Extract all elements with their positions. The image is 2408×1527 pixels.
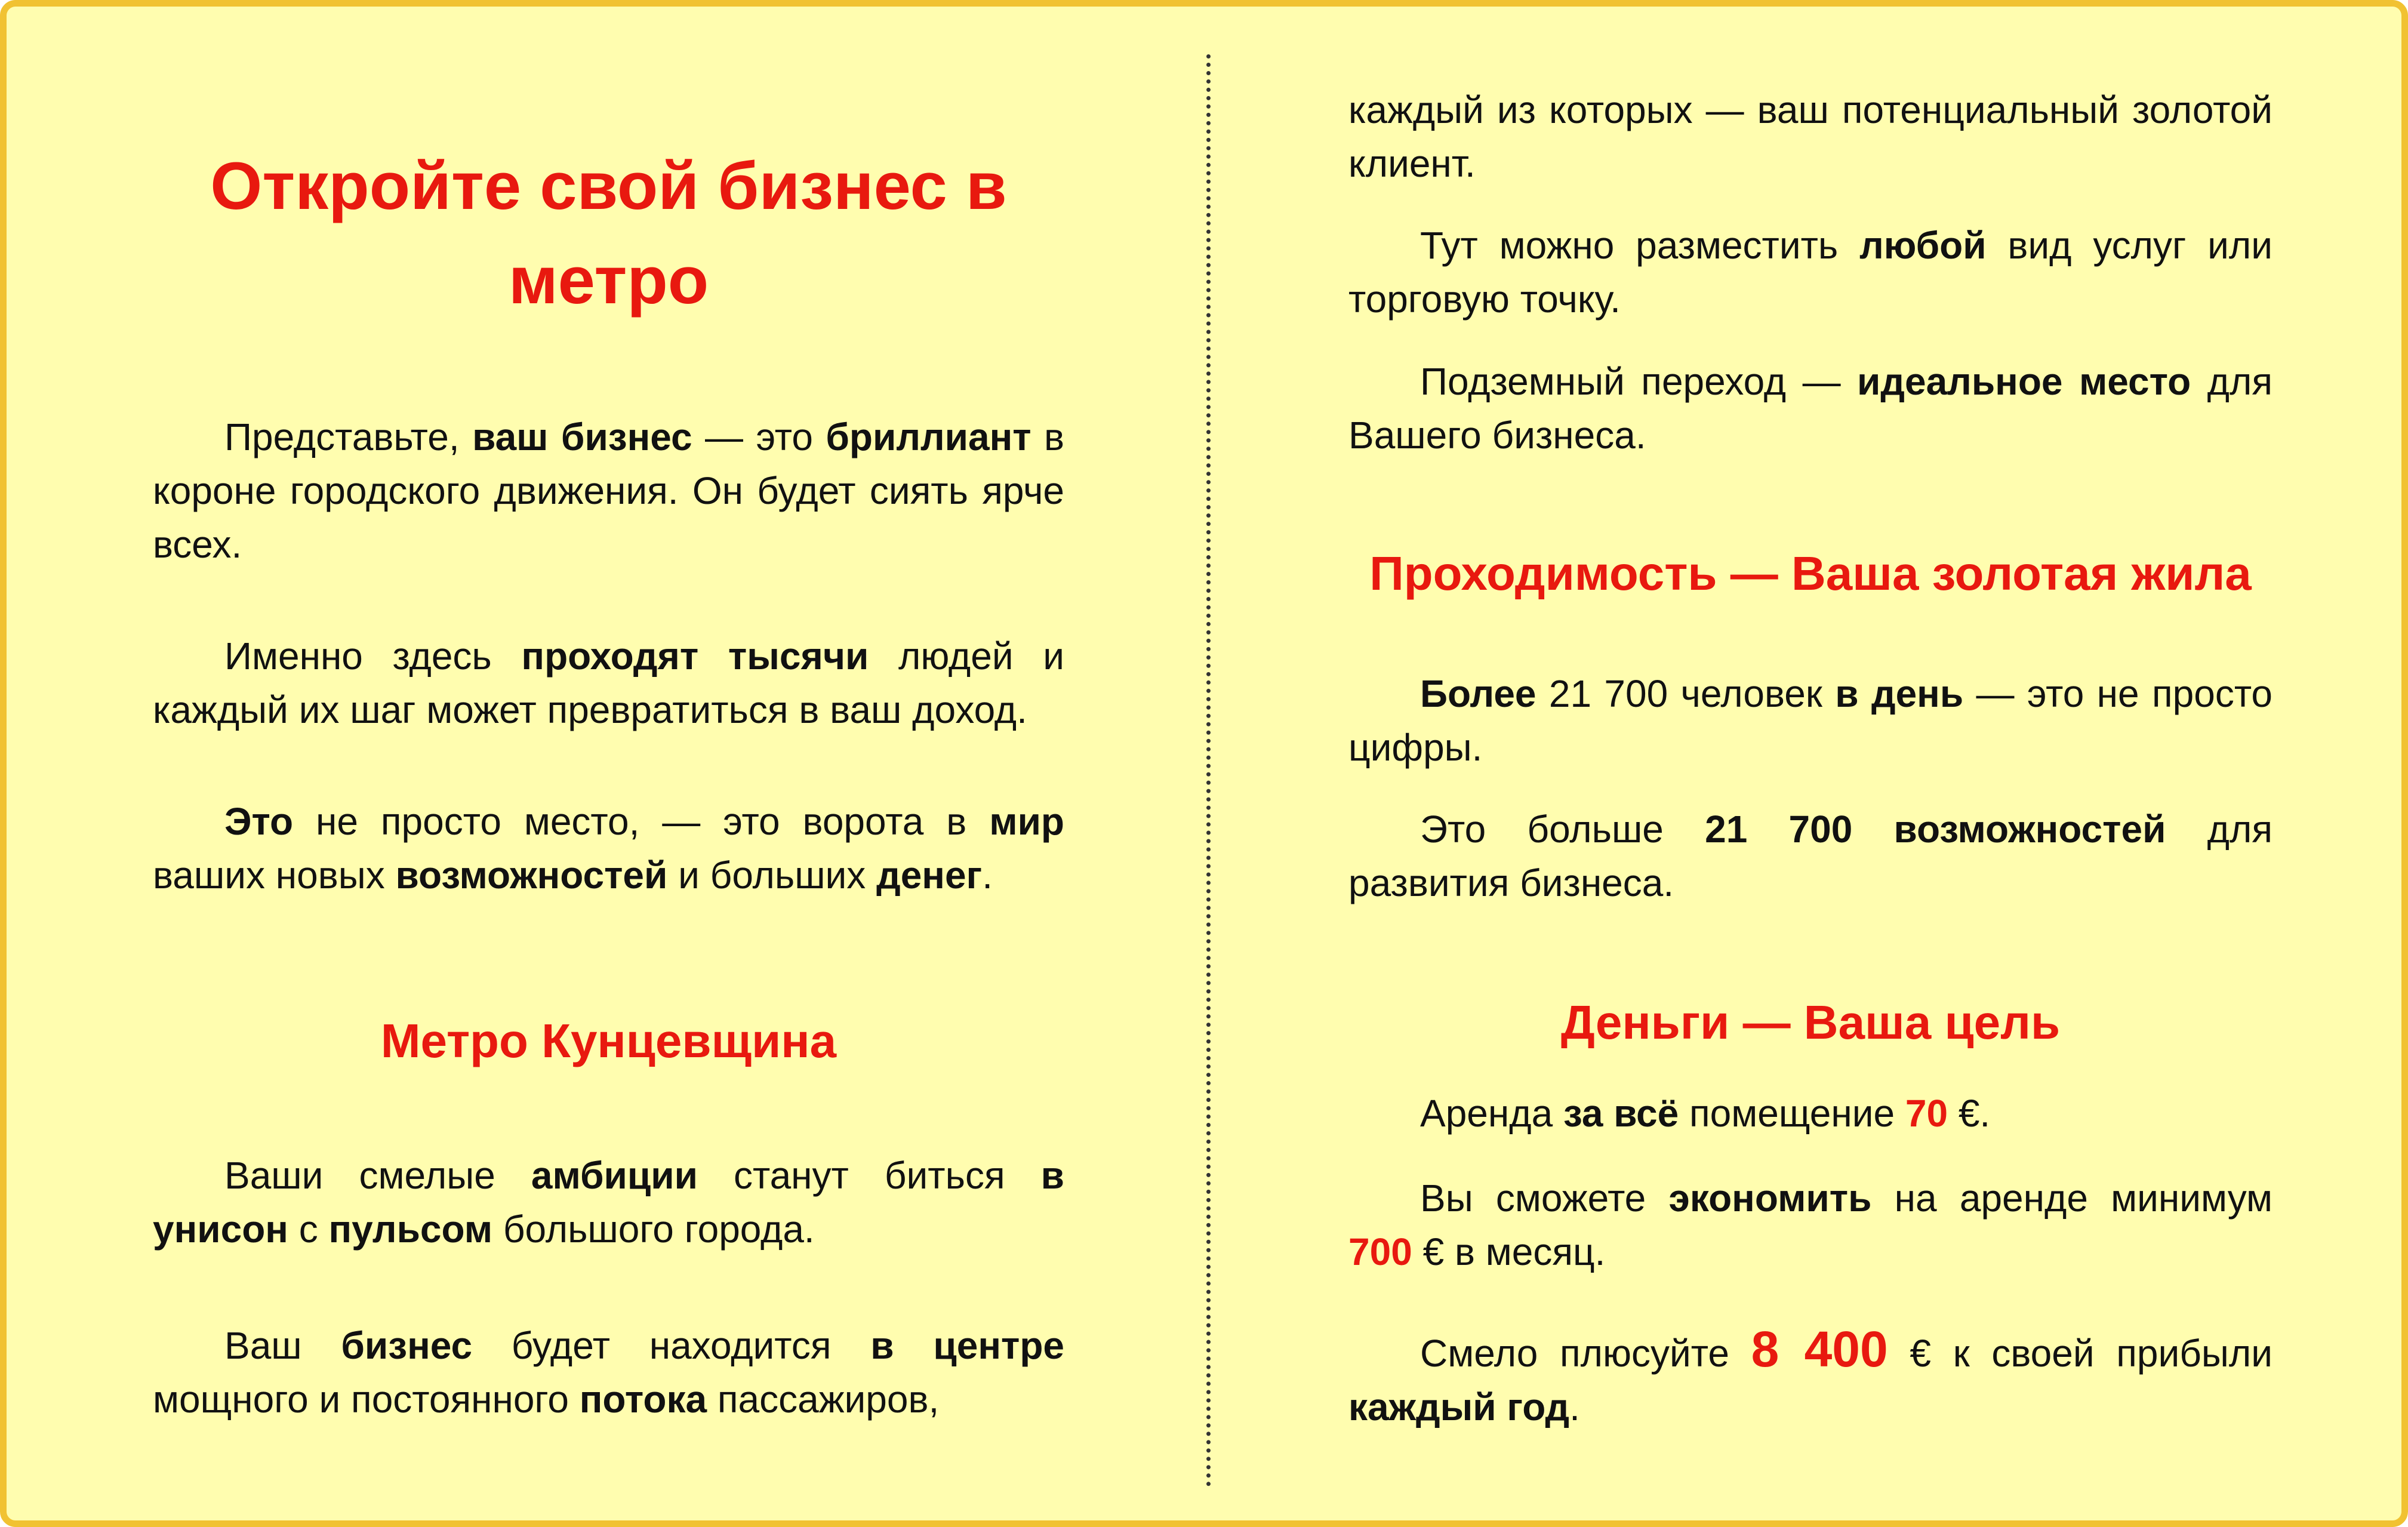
bold-run: идеальное место [1857,360,2191,403]
text-run: вид услуг или торговую точку. [1348,224,2272,321]
continuation-paragraph: каждый из которых — ваш потенциальный золотой клиент. [1348,88,2272,185]
text-run: на аренде минимум [1871,1177,2273,1220]
text-run: — это [692,415,826,458]
savings-amount: 700 [1348,1230,1412,1273]
bold-run: мир [989,800,1064,843]
text-run: . [982,854,993,897]
bold-run: ваш бизнес [472,415,692,458]
text-run: € в месяц. [1412,1230,1606,1273]
profit-amount: 8 400 [1751,1321,1888,1377]
ambition-paragraph [153,1149,1064,1256]
text-run: будет находится [472,1324,871,1367]
text-run: Тут можно разместить [1420,224,1860,267]
text-run: для Вашего бизнеса. [1348,360,2272,457]
bold-run: Это [224,800,294,843]
text-run: — это не просто цифры. [1348,672,2273,769]
bold-run: пульсом [328,1208,493,1251]
services-paragraph [1348,218,2272,326]
intro-paragraph [153,410,1064,571]
bold-run: амбиции [531,1154,698,1197]
traffic-paragraph [153,629,1064,737]
text-run: 21 700 человек [1536,672,1836,715]
bold-run: Более [1420,672,1536,715]
bold-run: в день [1835,672,1964,715]
passage-paragraph [1348,355,2272,462]
section-heading-money: Деньги — Ваша цель [1560,996,2061,1049]
section-heading-traffic: Проходимость — Ваша золотая жила [1369,547,2252,600]
rent-price: 70 [1905,1092,1948,1135]
text-run: пассажиров, [707,1378,940,1421]
text-run: и больших [667,854,877,897]
bold-run: в центре [870,1324,1065,1367]
text-run: . [1569,1386,1580,1429]
text-run: ваших новых [153,854,396,897]
text-run: людей и каждый их шаг может превратиться в ваш доход. [153,635,1064,731]
bold-run: любой [1859,224,1987,267]
text-run: не просто место, — это ворота в [293,800,990,843]
text-run: мощного и постоянного [153,1378,580,1421]
bold-run: бизнес [341,1324,473,1367]
text-run: Это больше [1420,808,1705,851]
text-run: Ваши смелые [224,1154,531,1197]
opportunity-paragraph [153,795,1064,902]
page-title: Откройте свой бизнес в метро [210,149,1007,318]
rent-paragraph [1348,1086,2272,1140]
text-run: помещение [1679,1092,1905,1135]
text-run: Смело плюсуйте [1420,1332,1751,1375]
bold-run: бриллиант [826,415,1031,458]
text-run: с [288,1208,329,1251]
text-run: Ваш [224,1324,341,1367]
bold-run: за всё [1563,1092,1679,1135]
visitors-paragraph [1348,667,2272,774]
text-run: для развития бизнеса. [1348,808,2273,904]
bold-run: экономить [1668,1177,1872,1220]
text-run: €. [1948,1092,1991,1135]
savings-paragraph [1348,1171,2272,1279]
text-run: Аренда [1420,1092,1563,1135]
text-run: большого города. [492,1208,815,1251]
profit-paragraph [1348,1322,2272,1434]
possibilities-paragraph [1348,802,2272,910]
bold-run: потока [579,1378,707,1421]
location-paragraph [153,1319,1064,1426]
bold-run: в унисон [153,1154,1064,1251]
bold-run: проходят тысячи [521,635,869,678]
text-run: Вы сможете [1420,1177,1669,1220]
text-run: в короне городского движения. Он будет сиять ярче всех. [153,415,1065,566]
text-run: станут биться [697,1154,1041,1197]
bold-run: 21 700 возможностей [1705,808,2166,851]
bold-run: возможностей [395,854,668,897]
bold-run: каждый год [1348,1386,1570,1429]
text-run: Представьте, [224,415,473,458]
text-run: Подземный переход — [1420,360,1857,403]
bold-run: денег [876,854,983,897]
text-run: € к своей прибыли [1887,1332,2273,1375]
column-divider [1206,54,1211,1487]
section-heading-metro: Метро Кунцевщина [380,1014,837,1067]
text-run: Именно здесь [224,635,522,678]
